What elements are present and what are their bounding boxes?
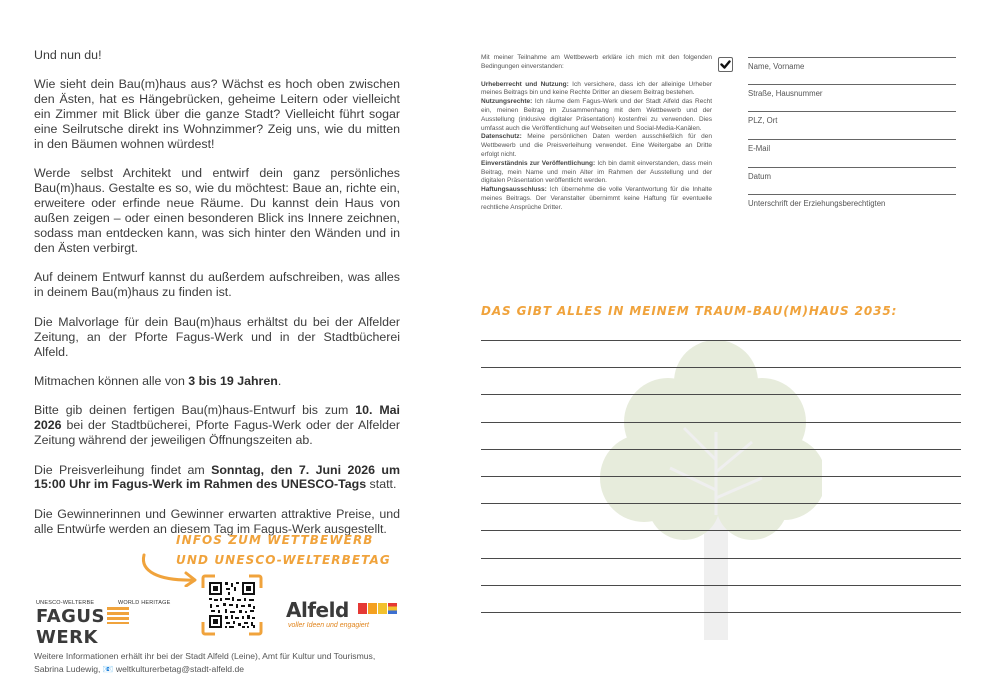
terms-item: Datenschutz: Meine persönlichen Daten werden ausschließlich für den Wettbewerb und die Preisverleihung verwendet. Eine Weitergabe an Dritte erfolgt nicht. bbox=[481, 133, 712, 158]
email-field-label: E-Mail bbox=[748, 144, 771, 153]
promo-heading-line2: UND UNESCO-WELTERBETAG bbox=[176, 553, 391, 567]
footer-line-1: Weitere Informationen erhält ihr bei der Stadt Alfeld (Leine), Amt für Kultur und Tourismus, bbox=[34, 651, 376, 661]
age-range: 3 bis 19 Jahren bbox=[188, 373, 278, 388]
terms-item: Haftungsausschluss: Ich übernehme die volle Verantwortung für die Inhalte meines Beitrags. Der Veranstalter übernimmt keine Haftung für eventuelle rechtliche Ansprüche Dritter. bbox=[481, 186, 712, 211]
paragraph-notes: Auf deinem Entwurf kannst du außerdem aufschreiben, was alles in deinem Bau(m)haus zu finden ist. bbox=[34, 270, 400, 300]
paragraph-greeting: Und nun du! bbox=[34, 48, 102, 62]
promo-heading bbox=[176, 530, 391, 570]
checkmark-icon bbox=[720, 59, 731, 70]
fagus-logo-stripes-icon bbox=[107, 607, 129, 624]
writing-line[interactable] bbox=[481, 530, 961, 531]
paragraph-question: Wie sieht dein Bau(m)haus aus? Wächst es hoch oben zwischen den Ästen, hat es Hängebrücken, geheime Leitern oder vielleicht ein Zimmer mit Blick über die ganze Stadt? Vielleicht führt sogar eine Seilrutsche direkt ins Wohnzimmer? Zeig uns, wie du mitten in den Bäumen wohnen würdest! bbox=[34, 77, 400, 152]
city-field[interactable] bbox=[748, 111, 956, 125]
writing-line[interactable] bbox=[481, 340, 961, 341]
street-field[interactable] bbox=[748, 84, 956, 98]
writing-line[interactable] bbox=[481, 558, 961, 559]
street-field-label: Straße, Hausnummer bbox=[748, 89, 823, 98]
alfeld-logo-word: Alfeld bbox=[286, 598, 349, 622]
alfeld-logo-square-red-icon bbox=[358, 603, 367, 614]
name-field[interactable] bbox=[748, 57, 956, 71]
date-field[interactable] bbox=[748, 167, 956, 181]
writing-line[interactable] bbox=[481, 585, 961, 586]
footer-contact-info bbox=[34, 650, 406, 675]
terms-intro: Mit meiner Teilnahme am Wettbewerb erkläre ich mich mit den folgenden Bedingungen einverstanden: bbox=[481, 54, 712, 70]
email-field[interactable] bbox=[748, 139, 956, 153]
deadline-date: 10. Mai 2026 bbox=[34, 403, 400, 433]
terms-item: Nutzungsrechte: Ich räume dem Fagus-Werk und der Stadt Alfeld das Recht ein, meinen Beitrag im Zusammenhang mit dem Wettbewerb und der Ausstellung (inklusive digitaler Präsentation) kostenfrei zu verwenden. Dies umfasst auch die Veröffentlichung auf Webseiten und Social-Media-Kanälen. bbox=[481, 98, 712, 132]
alfeld-logo-tagline: voller Ideen und engagiert bbox=[288, 622, 369, 629]
paragraph-template: Die Malvorlage für dein Bau(m)haus erhältst du bei der Alfelder Zeitung, an der Pforte Fagus-Werk und in der Stadtbücherei Alfeld. bbox=[34, 314, 400, 359]
fagus-logo-unesco-label: UNESCO-WELTERBE bbox=[36, 600, 95, 606]
plan-heading: DAS GIBT ALLES IN MEINEM TRAUM-BAU(M)HAUS 2035: bbox=[481, 304, 898, 318]
paragraph-prizes: Die Gewinnerinnen und Gewinner erwarten attraktive Preise, und alle Entwürfe werden an diesem Tag im Fagus-Werk ausgestellt. bbox=[34, 506, 400, 536]
writing-line[interactable] bbox=[481, 449, 961, 450]
paragraph-age: Mitmachen können alle von 3 bis 19 Jahren. bbox=[34, 373, 282, 388]
paragraph-architect: Werde selbst Architekt und entwirf dein ganz persönliches Bau(m)haus. Gestalte es so, wie du möchtest: Baue an, richte ein, erweitere oder erfinde neue Räume. Du kannst dein Haus von außen zeigen – oder einen besonderen Blick ins Innere zeichnen, sodass man entdecken kann, was sich hinter den Wänden und in den Ästen verbirgt. bbox=[34, 166, 400, 255]
qr-code[interactable] bbox=[201, 574, 263, 636]
arrow-icon bbox=[138, 551, 200, 587]
terms-item: Einverständnis zur Veröffentlichung: Ich bin damit einverstanden, dass mein Beitrag, mein Name und mein Alter im Rahmen der Ausstellung und der digitalen Präsentation veröffentlicht werden. bbox=[481, 159, 712, 185]
terms-conditions bbox=[481, 54, 712, 213]
terms-item: Urheberrecht und Nutzung: Ich versichere, dass ich der alleinige Urheber meines Beitrags bin und keine Rechte Dritter an diesem Beitrag bestehen. bbox=[481, 80, 712, 97]
city-field-label: PLZ, Ort bbox=[748, 116, 778, 125]
writing-line[interactable] bbox=[481, 503, 961, 504]
promo-heading-line1: INFOS ZUM WETTBEWERB bbox=[176, 533, 374, 547]
alfeld-logo-square-orange-icon bbox=[368, 603, 377, 614]
fagus-logo-word-left: FAGUS bbox=[36, 606, 106, 627]
name-field-label: Name, Vorname bbox=[748, 62, 805, 71]
writing-line[interactable] bbox=[481, 612, 961, 613]
signature-field-label: Unterschrift der Erziehungsberechtigten bbox=[748, 199, 886, 208]
paragraph-deadline: Bitte gib deinen fertigen Bau(m)haus-Entwurf bis zum 10. Mai 2026 bei der Stadtbücherei, Pforte Fagus-Werk oder der Alfelder Zeitung während der jeweiligen Öffnungszeiten ab. bbox=[34, 403, 400, 448]
intro-text-column bbox=[34, 48, 400, 551]
writing-lines[interactable] bbox=[481, 340, 961, 640]
fagus-logo-word-right: WERK bbox=[36, 627, 98, 648]
qr-code-icon bbox=[201, 574, 263, 636]
alfeld-logo bbox=[286, 598, 402, 632]
fagus-werk-logo bbox=[36, 600, 171, 648]
writing-line[interactable] bbox=[481, 394, 961, 395]
writing-line[interactable] bbox=[481, 367, 961, 368]
terms-agree-checkbox[interactable] bbox=[718, 57, 733, 72]
writing-line[interactable] bbox=[481, 476, 961, 477]
alfeld-logo-square-yellow-icon bbox=[378, 603, 387, 614]
footer-line-2: Sabrina Ludewig, 📧 weltkulturerbetag@stadt-alfeld.de bbox=[34, 663, 245, 674]
fagus-logo-heritage-label: WORLD HERITAGE bbox=[118, 600, 171, 606]
alfeld-logo-rainbow-flag-icon bbox=[388, 603, 397, 614]
signature-field[interactable] bbox=[748, 194, 956, 208]
paragraph-award: Die Preisverleihung findet am Sonntag, den 7. Juni 2026 um 15:00 Uhr im Fagus-Werk im Rahmen des UNESCO-Tags statt. bbox=[34, 462, 400, 492]
award-date: Sonntag, den 7. Juni 2026 um 15:00 Uhr im Fagus-Werk im Rahmen des UNESCO-Tags bbox=[34, 462, 400, 492]
writing-line[interactable] bbox=[481, 422, 961, 423]
date-field-label: Datum bbox=[748, 172, 771, 181]
